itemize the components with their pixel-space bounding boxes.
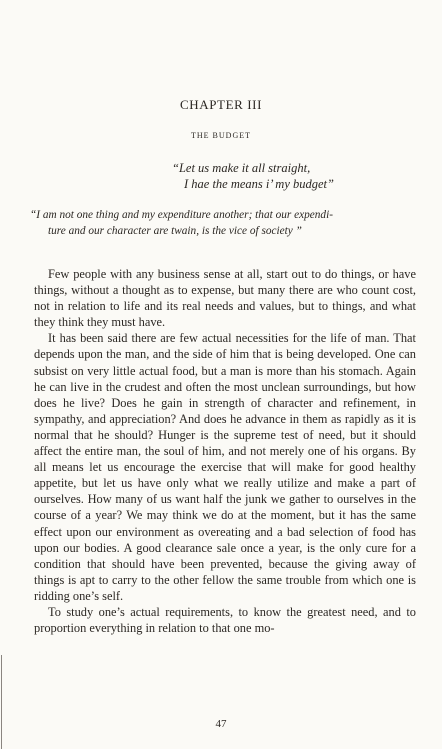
epigraph-line-1: “Let us make it all straight, bbox=[172, 161, 311, 175]
paragraph-2: It has been said there are few actual necessities for the life of man. That depends upon the man, and the side of him that is being developed. One can subsist on very little actual food, but a man is more than his stomach. Again he can live in the crudest and often the most unclean surroundings, but how does he live? Does he gain in strength of character and refinement, in sympathy, and appreciation? And does he advance in them as rapidly as it is normal that he should? Hunger is the supreme test of need, but it should affect the entire man, the soul of him, and not merely one of his organs. By all means let us encourage the exercise that will make for good healthy appetite, but let us have only what we really utilize and make a part of ourselves. How many of us want half the junk we gather to ourselves in the course of a year? We may think we do at the moment, but it has the same effect upon our environment as overeating and a bad selection of food has upon our bodies. A good clearance sale once a year, is the only cure for a condition that should have been prevented, because the giving away of things is apt to carry to the other fellow the same trouble from which one is ridding one’s self. bbox=[34, 331, 416, 603]
second-epigraph-line-2: ture and our character are twain, is the vice of society ” bbox=[48, 225, 302, 237]
epigraph-quote bbox=[172, 160, 432, 192]
chapter-heading: CHAPTER III bbox=[179, 97, 263, 112]
epigraph-line-2: I hae the means i’ my budget” bbox=[184, 177, 334, 191]
page-number: 47 bbox=[215, 718, 227, 730]
second-epigraph-line-1: “I am not one thing and my expenditure another; that our expendi- bbox=[30, 209, 333, 221]
paragraph-1: Few people with any business sense at all, start out to do things, or have things, without a thought as to expense, but many there are who count cost, not in relation to life and its real needs and values, but to things, and what they think they must have. bbox=[34, 267, 416, 330]
second-epigraph-quote bbox=[30, 207, 418, 239]
body-text bbox=[34, 266, 416, 636]
page-edge-line bbox=[1, 655, 2, 749]
section-heading: THE BUDGET bbox=[191, 131, 251, 140]
paragraph-3: To study one’s actual requirements, to know the greatest need, and to proportion everything in relation to that one mo- bbox=[34, 604, 416, 636]
